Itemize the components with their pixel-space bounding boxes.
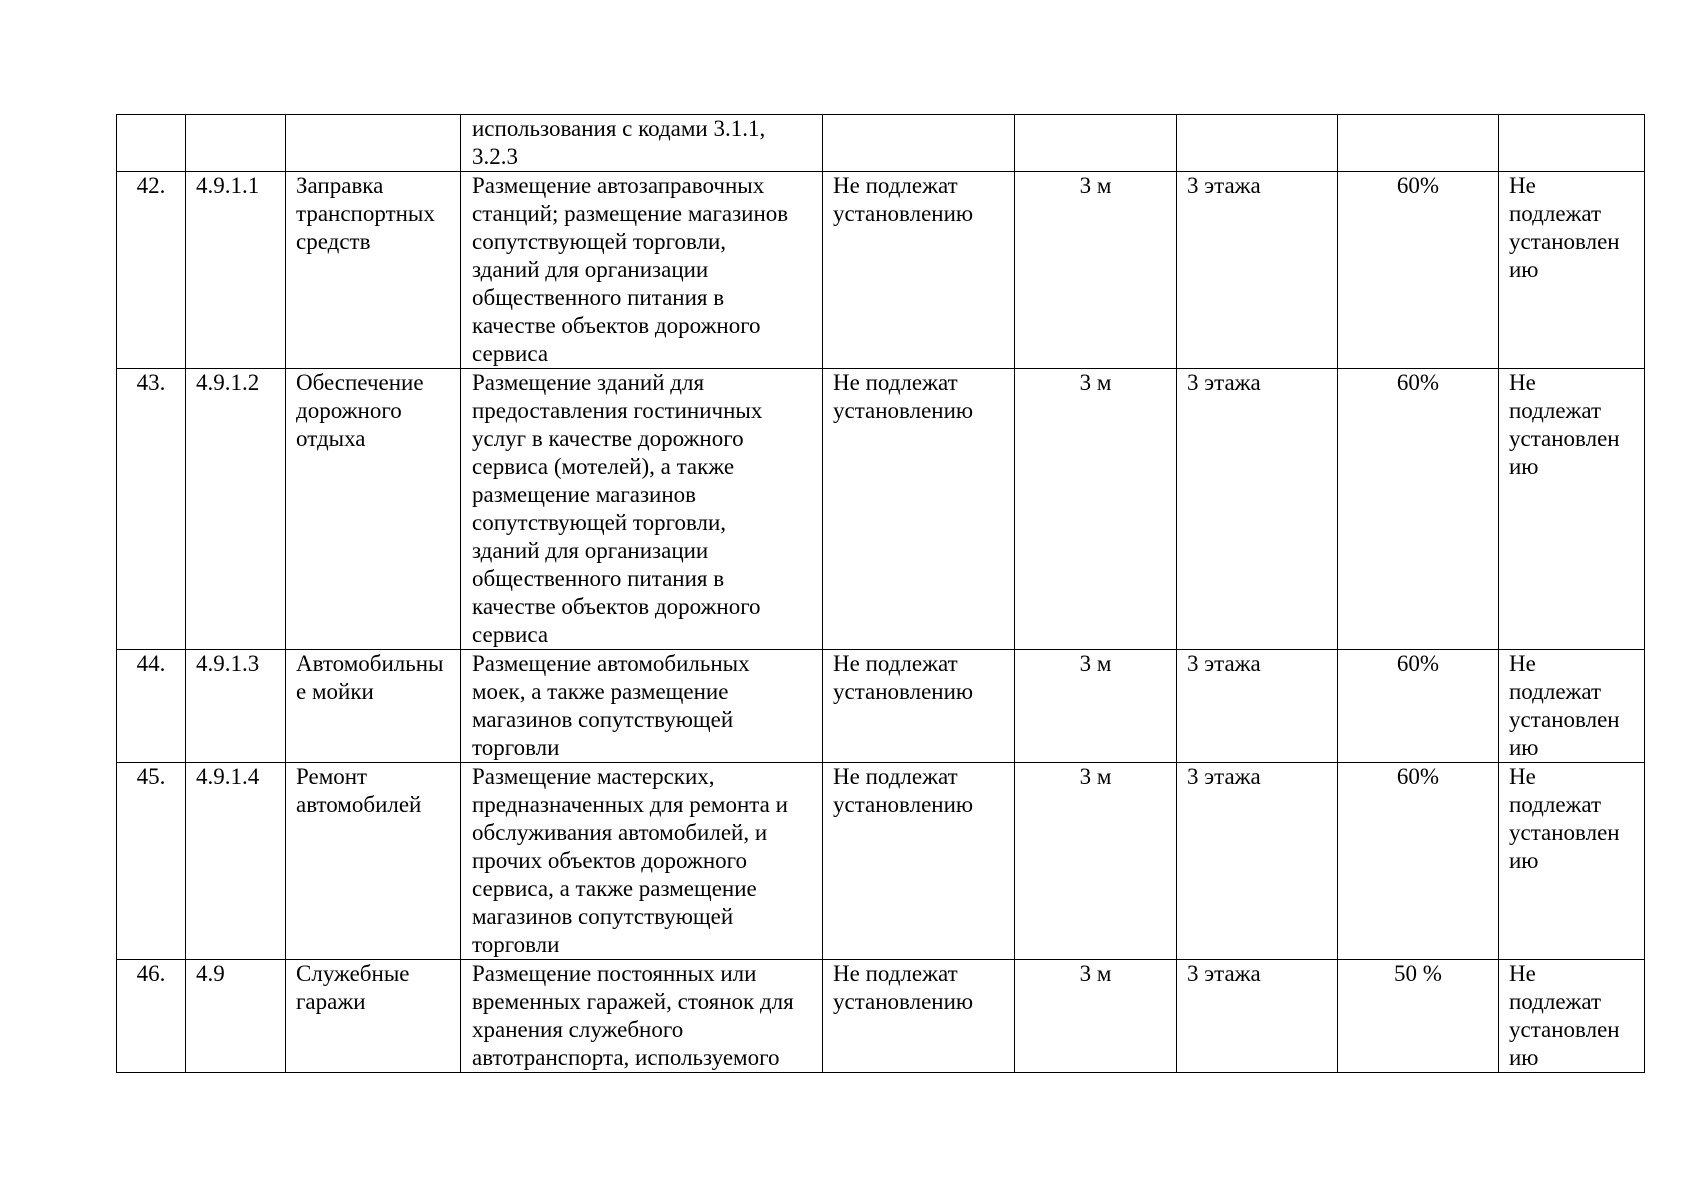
other-params-cell: Не подлежат установлен ию: [1499, 172, 1645, 369]
table-row: [117, 115, 1645, 172]
min-area-cell: Не подлежат установлению: [823, 172, 1015, 369]
min-area-cell: Не подлежат установлению: [823, 960, 1015, 1073]
indent-cell: [1015, 115, 1177, 172]
table-row: [117, 763, 1645, 960]
code-cell: 4.9.1.2: [186, 369, 286, 650]
other-params-cell: Не подлежат установлен ию: [1499, 369, 1645, 650]
use-name-cell: Заправка транспортных средств: [286, 172, 461, 369]
table-row: [117, 369, 1645, 650]
floors-cell: 3 этажа: [1177, 369, 1338, 650]
other-params-cell: Не подлежат установлен ию: [1499, 650, 1645, 763]
code-cell: 4.9: [186, 960, 286, 1073]
min-area-cell: Не подлежат установлению: [823, 763, 1015, 960]
other-params-cell: [1499, 115, 1645, 172]
description-cell: Размещение автозаправочных станций; размещение магазинов сопутствующей торговли, зданий для организации общественного питания в качестве объектов дорожного сервиса: [461, 172, 823, 369]
coverage-cell: 60%: [1338, 650, 1499, 763]
table-row: [117, 172, 1645, 369]
description-cell: использования с кодами 3.1.1, 3.2.3: [461, 115, 823, 172]
coverage-cell: 50 %: [1338, 960, 1499, 1073]
use-name-cell: Служебные гаражи: [286, 960, 461, 1073]
coverage-cell: 60%: [1338, 763, 1499, 960]
min-area-cell: [823, 115, 1015, 172]
use-name-cell: Ремонт автомобилей: [286, 763, 461, 960]
use-name-cell: Автомобильны е мойки: [286, 650, 461, 763]
coverage-cell: 60%: [1338, 172, 1499, 369]
min-area-cell: Не подлежат установлению: [823, 650, 1015, 763]
code-cell: [186, 115, 286, 172]
indent-cell: 3 м: [1015, 369, 1177, 650]
floors-cell: [1177, 115, 1338, 172]
description-cell: Размещение постоянных или временных гаражей, стоянок для хранения служебного автотранспорта, используемого: [461, 960, 823, 1073]
indent-cell: 3 м: [1015, 763, 1177, 960]
min-area-cell: Не подлежат установлению: [823, 369, 1015, 650]
coverage-cell: 60%: [1338, 369, 1499, 650]
indent-cell: 3 м: [1015, 172, 1177, 369]
use-name-cell: Обеспечение дорожного отдыха: [286, 369, 461, 650]
code-cell: 4.9.1.1: [186, 172, 286, 369]
indent-cell: 3 м: [1015, 960, 1177, 1073]
row-number-cell: 45.: [117, 763, 186, 960]
floors-cell: 3 этажа: [1177, 960, 1338, 1073]
description-cell: Размещение мастерских, предназначенных для ремонта и обслуживания автомобилей, и прочих объектов дорожного сервиса, а также размещение магазинов сопутствующей торговли: [461, 763, 823, 960]
description-cell: Размещение зданий для предоставления гостиничных услуг в качестве дорожного сервиса (мотелей), а также размещение магазинов сопутствующей торговли, зданий для организации общественного питания в качестве объектов дорожного сервиса: [461, 369, 823, 650]
other-params-cell: Не подлежат установлен ию: [1499, 763, 1645, 960]
table-row: [117, 960, 1645, 1073]
row-number-cell: 46.: [117, 960, 186, 1073]
indent-cell: 3 м: [1015, 650, 1177, 763]
code-cell: 4.9.1.4: [186, 763, 286, 960]
coverage-cell: [1338, 115, 1499, 172]
floors-cell: 3 этажа: [1177, 172, 1338, 369]
description-cell: Размещение автомобильных моек, а также размещение магазинов сопутствующей торговли: [461, 650, 823, 763]
row-number-cell: 42.: [117, 172, 186, 369]
land-use-regulations-table: [116, 114, 1645, 1073]
table-row: [117, 650, 1645, 763]
row-number-cell: [117, 115, 186, 172]
floors-cell: 3 этажа: [1177, 650, 1338, 763]
floors-cell: 3 этажа: [1177, 763, 1338, 960]
use-name-cell: [286, 115, 461, 172]
row-number-cell: 44.: [117, 650, 186, 763]
code-cell: 4.9.1.3: [186, 650, 286, 763]
other-params-cell: Не подлежат установлен ию: [1499, 960, 1645, 1073]
row-number-cell: 43.: [117, 369, 186, 650]
